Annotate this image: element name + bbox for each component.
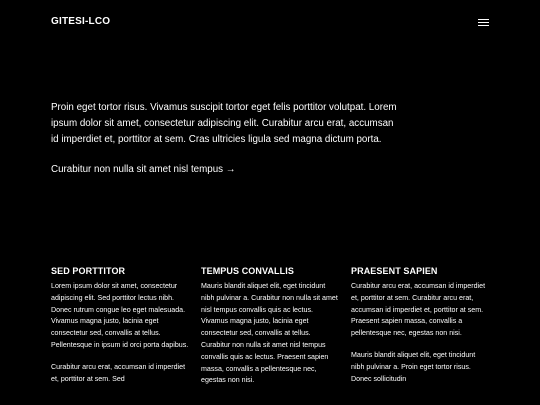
brand-logo[interactable]: GITESI-LCO [51, 16, 111, 27]
column-paragraph: Curabitur arcu erat, accumsan id imperdiet et, porttitor at sem. Sed [51, 362, 186, 383]
feature-column [201, 265, 339, 397]
column-paragraph: Mauris blandit aliquet elit, eget tincidunt nibh pulvinar a. Proin eget tortor risus. Donec sollicitudin [351, 350, 476, 383]
hero-link[interactable]: Curabitur non nulla sit amet nisl tempus → [51, 163, 236, 175]
feature-column [51, 265, 189, 395]
menu-line [478, 22, 489, 23]
column-title: SED PORTTITOR [51, 266, 126, 276]
column-paragraph: Lorem ipsum dolor sit amet, consectetur adipiscing elit. Sed porttitor lectus nibh. Donec rutrum congue leo eget malesuada. Vivamus magna justo, lacinia eget consectetur sed, convallis at tellus. Pellentesque in ipsum id orci porta dapibus. [51, 282, 189, 349]
site-header [51, 14, 490, 32]
column-title: TEMPUS CONVALLIS [201, 266, 294, 276]
hero-paragraph: Proin eget tortor risus. Vivamus suscipit tortor eget felis porttitor volutpat. Lorem ipsum dolor sit amet, consectetur adipiscing elit. Curabitur arcu erat, accumsan id imperdiet et, porttitor at sem. Cras ultricies ligula sed magna dictum porta. [51, 102, 397, 146]
column-paragraph: Mauris blandit aliquet elit, eget tincidunt nibh pulvinar a. Curabitur non nulla sit amet nisl tempus convallis quis ac lectus. Vivamus magna justo, lacinia eget consectetur sed, convallis at tellus. Curabitur non nulla sit amet nisl tempus convallis quis ac lectus. Praesent sapien massa, convallis a pellentesque nec, egestas non nisi. [201, 282, 338, 385]
hamburger-menu-icon[interactable] [477, 16, 490, 28]
column-title: PRAESENT SAPIEN [351, 266, 438, 276]
menu-line [478, 25, 489, 26]
menu-line [478, 19, 489, 20]
column-paragraph: Curabitur arcu erat, accumsan id imperdiet et, porttitor at sem. Curabitur arcu erat, accumsan id imperdiet et, porttitor at sem. Praesent sapien massa, convallis a pellentesque nec, egestas non nisi. [351, 282, 486, 338]
feature-column [351, 265, 489, 395]
hero-section [51, 100, 401, 177]
